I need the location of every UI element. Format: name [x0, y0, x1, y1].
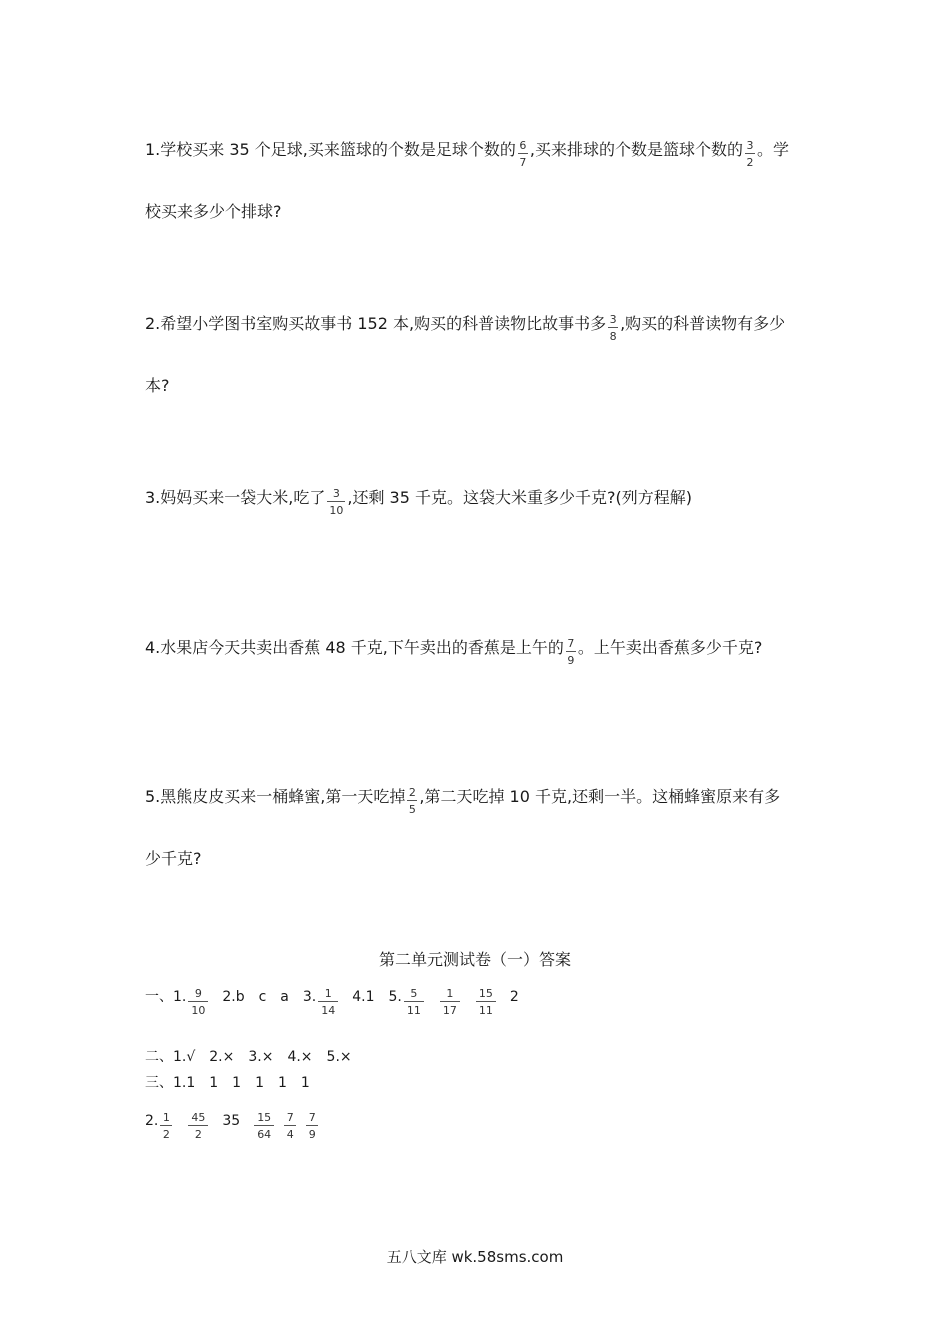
- fraction: $\frac{9}{10}$: [187, 988, 209, 1008]
- answers-row-1: [145, 987, 519, 1017]
- question-1-line-2: 校买来多少个排球?: [145, 202, 282, 221]
- question-3-text: 3.妈妈买来一袋大米,吃了: [145, 488, 326, 507]
- answer-text: 2.b c a 3.: [222, 989, 317, 1005]
- fraction: $\frac{15}{64}$: [253, 1112, 275, 1132]
- fraction: $\frac{2}{5}$: [408, 786, 416, 816]
- question-5-text: ,第二天吃掉 10 千克,还剩一半。这桶蜂蜜原来有多: [419, 787, 781, 806]
- answer-text: 35: [222, 1113, 241, 1129]
- question-5-line-1: [145, 786, 781, 816]
- answer-text: 一、1.: [145, 989, 187, 1005]
- answer-text: 2.: [145, 1113, 159, 1129]
- question-4-text: 。上午卖出香蕉多少千克?: [577, 638, 763, 657]
- fraction: $\frac{6}{7}$: [519, 139, 527, 169]
- answers-row-3: 三、1.1 1 1 1 1 1: [145, 1075, 310, 1091]
- fraction: $\frac{15}{11}$: [475, 988, 497, 1008]
- fraction: $\frac{45}{2}$: [187, 1112, 209, 1132]
- fraction: $\frac{3}{10}$: [329, 487, 344, 517]
- fraction: $\frac{7}{9}$: [567, 637, 575, 667]
- question-4-text: 4.水果店今天共卖出香蕉 48 千克,下午卖出的香蕉是上午的: [145, 638, 564, 657]
- question-2-line-2: 本?: [145, 376, 170, 395]
- question-1-text: 。学: [756, 140, 789, 159]
- footer-watermark: 五八文库 wk.58sms.com: [386, 1248, 564, 1266]
- answers-title: 第二单元测试卷（一）答案: [378, 950, 571, 969]
- answers-row-4: [145, 1111, 320, 1141]
- fraction: $\frac{1}{17}$: [439, 988, 461, 1008]
- answer-text: 2: [509, 989, 519, 1005]
- question-4-line: [145, 637, 763, 667]
- question-1-text: ,买来排球的个数是篮球个数的: [529, 140, 743, 159]
- question-1-line-1: [145, 139, 789, 169]
- question-2-text: ,购买的科普读物有多少: [620, 314, 786, 333]
- fraction: $\frac{7}{4}$: [283, 1112, 297, 1132]
- answers-row-2: 二、1.√ 2.× 3.× 4.× 5.×: [145, 1049, 352, 1065]
- question-2-line-1: [145, 313, 786, 343]
- answer-text: 4.1 5.: [352, 989, 402, 1005]
- fraction: $\frac{3}{2}$: [746, 139, 754, 169]
- fraction: $\frac{3}{8}$: [609, 313, 617, 343]
- question-3-line: [145, 487, 692, 517]
- question-5-line-2: 少千克?: [145, 849, 202, 868]
- question-2-text: 2.希望小学图书室购买故事书 152 本,购买的科普读物比故事书多: [145, 314, 607, 333]
- question-3-text: ,还剩 35 千克。这袋大米重多少千克?(列方程解): [347, 488, 692, 507]
- question-1-text: 1.学校买来 35 个足球,买来篮球的个数是足球个数的: [145, 140, 516, 159]
- fraction: $\frac{7}{9}$: [305, 1112, 319, 1132]
- fraction: $\frac{1}{2}$: [159, 1112, 173, 1132]
- fraction: $\frac{5}{11}$: [403, 988, 425, 1008]
- question-5-text: 5.黑熊皮皮买来一桶蜂蜜,第一天吃掉: [145, 787, 406, 806]
- fraction: $\frac{1}{14}$: [317, 988, 339, 1008]
